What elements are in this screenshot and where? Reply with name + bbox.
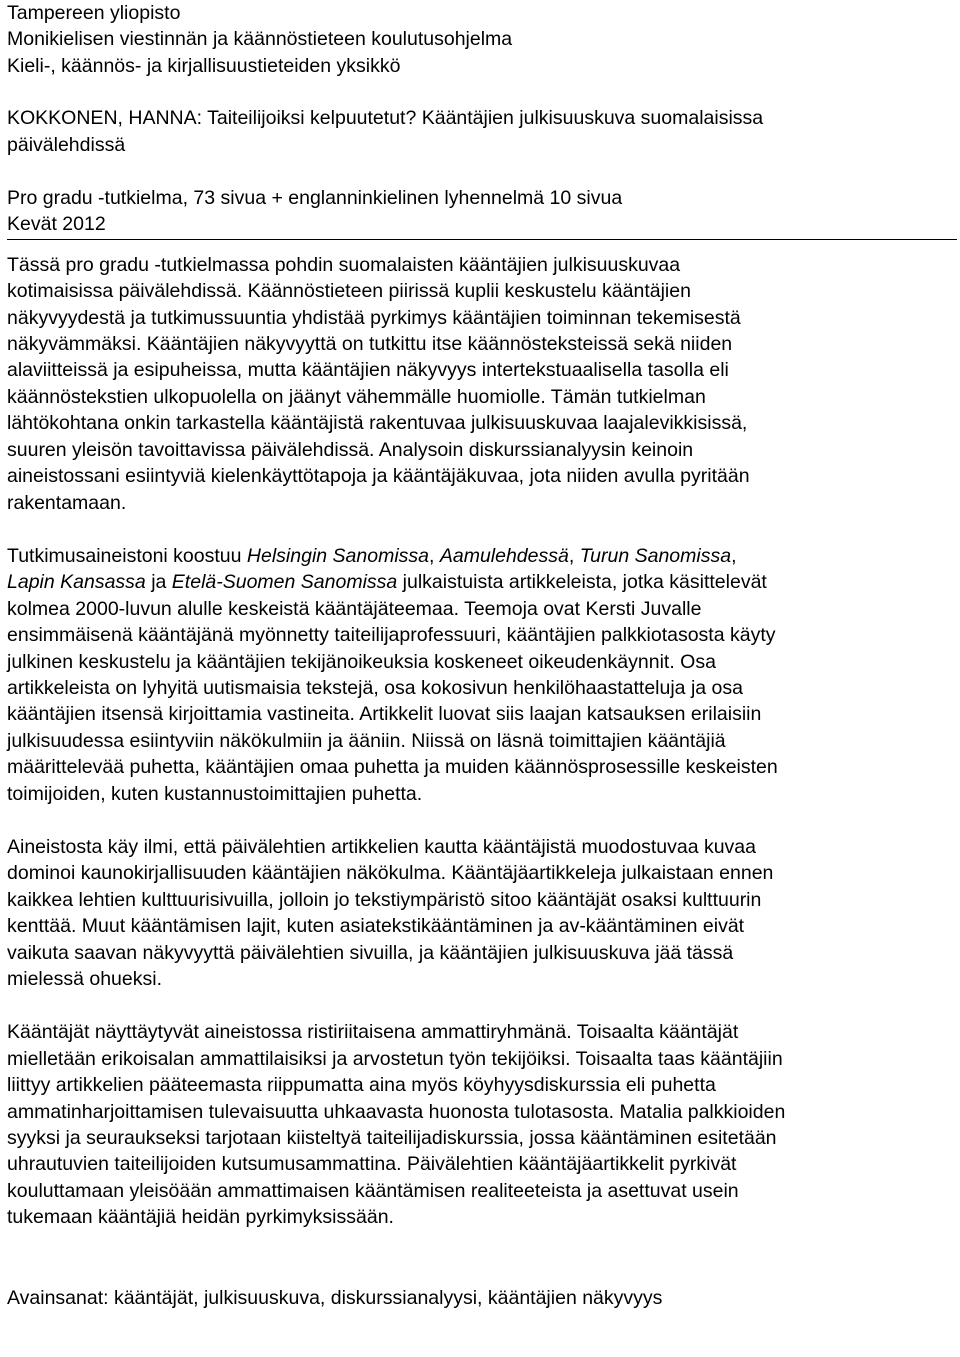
paragraph-line: kenttää. Muut kääntämisen lajit, kuten asiatekstikääntäminen ja av-kääntäminen eivät <box>7 915 745 938</box>
paragraph-line: alaviitteissä ja esipuheissa, mutta kääntäjien näkyvyys intertekstuaalisella tasolla eli <box>7 359 729 382</box>
paragraph-line: Kääntäjät näyttäytyvät aineistossa ristiriitaisena ammattiryhmänä. Toisaalta kääntäjät <box>7 1021 739 1044</box>
abstract-body <box>7 252 957 1311</box>
paragraph-line: uhrautuvien taiteilijoiden kutsumusammattina. Päivälehtien kääntäjäartikkelit pyrkivät <box>7 1153 737 1176</box>
paragraph-line: kouluttamaan yleisöään ammattimaisen kääntämisen realiteeteista ja asettuvat usein <box>7 1179 739 1202</box>
paragraph-line: näkyvämmäksi. Kääntäjien näkyvyyttä on tutkittu itse käännösteksteissä sekä niiden <box>7 333 733 356</box>
text-run: julkaistuista artikkeleista, jotka käsittelevät <box>397 571 767 594</box>
newspaper-name: Helsingin Sanomissa <box>246 544 429 567</box>
paragraph-line: kaikkea lehtien kulttuurisivuilla, jolloin jo tekstiympäristö sitoo kääntäjät osaksi kulttuurin <box>7 888 762 911</box>
abstract-paragraph-2 <box>7 543 957 807</box>
paragraph-line: syyksi ja seuraukseksi tarjotaan kiisteltyä taiteilijadiskurssia, jossa kääntäminen esitetään <box>7 1127 777 1150</box>
paragraph-line: käännöstekstien ulkopuolella on jäänyt vähemmälle huomiolle. Tämän tutkielman <box>7 385 706 408</box>
paragraph-line: määrittelevää puhetta, kääntäjien omaa puhetta ja muiden käännösprosessille keskeisten <box>7 756 778 779</box>
paragraph-line: kääntäjien itsensä kirjoittamia vastineita. Artikkelit luovat siis laajan katsauksen erilaisiin <box>7 703 762 726</box>
paragraph-line <box>7 569 957 595</box>
paragraph-line: artikkeleista on lyhyitä uutismaisia tekstejä, osa kokosivun henkilöhaastatteluja ja osa <box>7 676 743 699</box>
text-run: ja <box>145 571 172 594</box>
title-line-2: päivälehdissä <box>7 133 126 156</box>
paragraph-gap <box>7 1258 957 1285</box>
paragraph-line: tukemaan kääntäjiä heidän pyrkimyksissään. <box>7 1206 394 1229</box>
newspaper-name: Lapin Kansassa <box>7 571 146 594</box>
paragraph-line: näkyvyydestä ja tutkimussuuntia yhdistää pyrkimys kääntäjien toiminnan tekemisestä <box>7 306 741 329</box>
text-run: , <box>568 544 580 567</box>
university-name: Tampereen yliopisto <box>7 2 181 24</box>
paragraph-line: Tässä pro gradu -tutkielmassa pohdin suomalaisten kääntäjien julkisuuskuvaa <box>7 253 681 276</box>
newspaper-name: Aamulehdessä <box>439 544 569 567</box>
paragraph-line: lähtökohtana onkin tarkastella kääntäjistä rakentuvaa julkisuuskuvaa laajalevikkisissä, <box>7 412 748 435</box>
keywords: Avainsanat: kääntäjät, julkisuuskuva, diskurssianalyysi, kääntäjien näkyvyys <box>7 1286 663 1309</box>
newspaper-name: Etelä-Suomen Sanomissa <box>171 571 398 594</box>
abstract-paragraph-4 <box>7 1019 957 1230</box>
paragraph-line: mielessä ohueksi. <box>7 968 162 990</box>
paragraph-line: julkinen keskustelu ja kääntäjien tekijänoikeuksia koskeneet oikeudenkäynnit. Osa <box>7 650 716 673</box>
abstract-page <box>7 0 957 1311</box>
thesis-term: Kevät 2012 <box>7 213 106 236</box>
paragraph-line: dominoi kaunokirjallisuuden kääntäjien näkökulma. Kääntäjäartikkeleja julkaistaan ennen <box>7 862 774 885</box>
programme-name: Monikielisen viestinnän ja käännöstieteen koulutusohjelma <box>7 28 513 51</box>
paragraph-gap <box>7 1231 957 1258</box>
paragraph-gap <box>7 992 957 1019</box>
paragraph-line: aineistossani esiintyviä kielenkäyttötapoja ja kääntäjäkuvaa, jota niiden avulla pyritään <box>7 465 750 488</box>
paragraph-line: mielletään erikoisalan ammattilaisiksi ja arvostetun työn tekijöiksi. Toisaalta taas kääntäjiin <box>7 1047 783 1070</box>
paragraph-gap <box>7 807 957 834</box>
paragraph-line: kotimaisissa päivälehdissä. Käännöstieteen piirissä kuplii keskustelu kääntäjien <box>7 280 691 303</box>
divider-rule <box>7 239 957 240</box>
text-run: , <box>731 544 737 567</box>
paragraph-line: liittyy artikkelien pääteemasta riippumatta aina myös köyhyysdiskurssia eli puhetta <box>7 1074 716 1097</box>
paragraph-line <box>7 543 957 569</box>
paragraph-line: ammatinharjoittamisen tulevaisuutta uhkaavasta huonosta tulotasosta. Matalia palkkioiden <box>7 1100 786 1123</box>
abstract-paragraph-3 <box>7 834 957 992</box>
paragraph-line: Aineistosta käy ilmi, että päivälehtien artikkelien kautta kääntäjistä muodostuvaa kuvaa <box>7 835 756 858</box>
document-header <box>7 0 957 79</box>
unit-name: Kieli-, käännös- ja kirjallisuustieteiden yksikkö <box>7 54 401 77</box>
paragraph-line: toimijoiden, kuten kustannustoimittajien puhetta. <box>7 782 423 805</box>
title-line-1: KOKKONEN, HANNA: Taiteilijoiksi kelpuutetut? Kääntäjien julkisuuskuva suomalaisissa <box>7 107 764 130</box>
thesis-type-pages: Pro gradu -tutkielma, 73 sivua + englanninkielinen lyhennelmä 10 sivua <box>7 187 623 210</box>
paragraph-line: suuren yleisön tavoittavissa päivälehdissä. Analysoin diskurssianalyysin keinoin <box>7 438 694 461</box>
paragraph-line: vaikuta saavan näkyvyyttä päivälehtien sivuilla, ja kääntäjien julkisuuskuva jää tässä <box>7 941 734 964</box>
thesis-meta <box>7 185 957 240</box>
text-run: , <box>429 544 440 567</box>
text-run: Tutkimusaineistoni koostuu <box>7 544 247 567</box>
paragraph-gap <box>7 516 957 543</box>
thesis-title <box>7 105 957 158</box>
paragraph-line: rakentamaan. <box>7 491 127 514</box>
paragraph-line: kolmea 2000-luvun alulle keskeistä kääntäjäteemaa. Teemoja ovat Kersti Juvalle <box>7 597 702 620</box>
paragraph-line: ensimmäisenä kääntäjänä myönnetty taiteilijaprofessuuri, kääntäjien palkkiotasosta käyty <box>7 624 776 647</box>
newspaper-name: Turun Sanomissa <box>579 544 732 567</box>
paragraph-line: julkisuudessa esiintyviin näkökulmiin ja ääniin. Niissä on läsnä toimittajien kääntäjiä <box>7 729 726 752</box>
abstract-paragraph-1 <box>7 252 957 516</box>
